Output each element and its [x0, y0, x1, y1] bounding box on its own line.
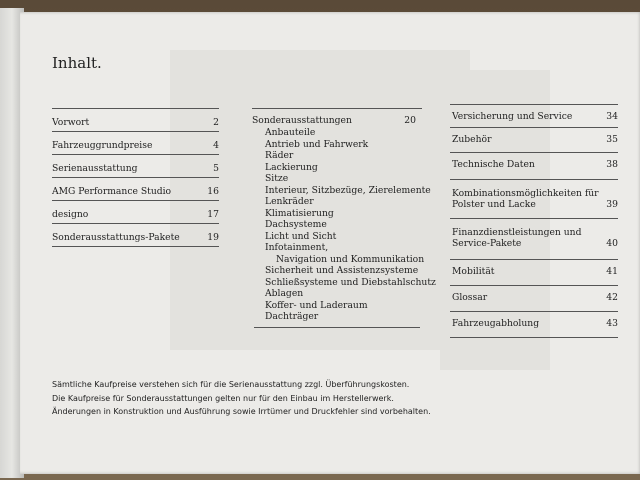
toc-subentry[interactable]: Anbauteile — [265, 127, 316, 138]
footnote-line: Die Kaufpreise für Sonderausstattungen gelten nur für den Einbau im Herstellerwerk. — [52, 393, 394, 403]
toc-entry[interactable] — [52, 177, 219, 200]
toc-subentry[interactable]: Navigation und Kommunikation — [276, 253, 425, 265]
toc-entry-page: 4 — [213, 140, 219, 151]
toc-entry[interactable] — [52, 108, 219, 131]
toc-subentry[interactable]: Dachsysteme — [265, 219, 327, 230]
toc-subentry[interactable]: Licht und Sicht — [265, 230, 337, 242]
toc-entry-page: 35 — [606, 134, 618, 145]
toc-subentry[interactable]: Schließsysteme und Diebstahlschutz — [265, 276, 436, 288]
toc-entry-label: Sonderausstattungen — [252, 115, 352, 126]
toc-entry[interactable] — [252, 115, 422, 127]
toc-entry-page: 34 — [606, 111, 618, 122]
toc-subentry[interactable]: Sicherheit und Assistenzsysteme — [265, 265, 419, 276]
toc-subentry[interactable]: Räder — [265, 150, 294, 161]
toc-entry-label: designo — [52, 209, 89, 220]
footnote-line: Sämtliche Kaufpreise verstehen sich für die Serienausstattung zzgl. Überführungskosten. — [52, 380, 410, 389]
toc-entry[interactable] — [52, 131, 219, 154]
toc-entry[interactable] — [450, 104, 618, 127]
toc-subentry[interactable]: Sitze — [265, 173, 289, 184]
toc-entry-label: Versicherung und Service — [452, 111, 573, 122]
toc-divider — [52, 246, 219, 247]
toc-subentry[interactable]: Klimatisierung — [265, 207, 334, 219]
toc-entry-label: Technische Daten — [452, 159, 535, 170]
toc-entry-page: 39 — [606, 199, 618, 210]
toc-entry-label — [452, 227, 581, 249]
toc-entry-label: Vorwort — [52, 117, 90, 128]
toc-entry-page: 42 — [606, 292, 618, 303]
toc-sublist — [252, 127, 436, 323]
toc-entry-label: AMG Performance Studio — [52, 186, 172, 197]
toc-entry-label — [452, 188, 599, 210]
toc-subentry[interactable]: Antrieb und Fahrwerk — [265, 138, 369, 150]
footnote-line: Änderungen in Konstruktion und Ausführung sowie Irrtümer und Druckfehler sind vorbehalten. — [52, 407, 431, 416]
toc-subentry[interactable]: Ablagen — [265, 288, 304, 299]
toc-entry[interactable] — [52, 154, 219, 177]
toc-column-right — [450, 104, 618, 338]
toc-entry-page: 19 — [207, 232, 219, 243]
toc-column-middle — [252, 108, 436, 328]
toc-entry[interactable] — [450, 127, 618, 152]
toc-entry-page: 40 — [606, 238, 618, 249]
price-footnote — [52, 378, 612, 419]
toc-subentry[interactable]: Lenkräder — [265, 196, 314, 207]
toc-entry-label: Serienausstattung — [52, 163, 138, 174]
toc-divider — [254, 327, 420, 328]
toc-subentry[interactable]: Interieur, Sitzbezüge, Zierelemente — [265, 184, 431, 196]
toc-entry-label: Glossar — [452, 292, 488, 303]
toc-entry-page: 20 — [404, 115, 416, 126]
toc-entry-label: Fahrzeuggrundpreise — [52, 140, 153, 151]
toc-entry-page: 17 — [207, 209, 219, 220]
toc-entry[interactable] — [450, 218, 618, 259]
toc-entry-label: Fahrzeugabholung — [452, 318, 540, 329]
toc-subentry[interactable]: Dachträger — [265, 311, 319, 322]
toc-entry[interactable] — [450, 259, 618, 285]
toc-divider — [450, 337, 618, 338]
toc-entry[interactable] — [450, 311, 618, 337]
toc-entry-label-line: Finanzdienstleistungen und — [452, 227, 582, 238]
toc-entry-label-line: Service-Pakete — [452, 238, 522, 249]
toc-column-left — [52, 108, 219, 247]
toc-entry-label: Zubehör — [452, 134, 492, 145]
toc-entry[interactable] — [450, 285, 618, 311]
toc-entry[interactable] — [52, 223, 219, 246]
toc-entry-page: 5 — [213, 163, 219, 174]
toc-entry-page: 2 — [213, 117, 219, 128]
toc-entry-page: 41 — [606, 266, 618, 277]
toc-entry[interactable] — [450, 152, 618, 179]
toc-entry[interactable] — [52, 200, 219, 223]
toc-entry-label: Mobilität — [452, 266, 495, 277]
toc-entry-page: 16 — [207, 186, 219, 197]
toc-entry-label-line: Kombinationsmöglichkeiten für — [452, 188, 599, 199]
toc-entry-label-line: Polster und Lacke — [452, 199, 536, 210]
toc-entry-page: 38 — [606, 159, 618, 170]
toc-entry-label: Sonderausstattungs-Pakete — [52, 232, 180, 243]
toc-subentry[interactable]: Koffer- und Laderaum — [265, 299, 368, 311]
toc-subentry[interactable]: Lackierung — [265, 161, 318, 173]
brochure-page — [20, 12, 640, 474]
toc-entry[interactable] — [450, 179, 618, 218]
toc-subentry[interactable]: Infotainment, — [265, 242, 329, 253]
toc-entry-page: 43 — [606, 318, 618, 329]
page-title: Inhalt. — [52, 54, 102, 72]
